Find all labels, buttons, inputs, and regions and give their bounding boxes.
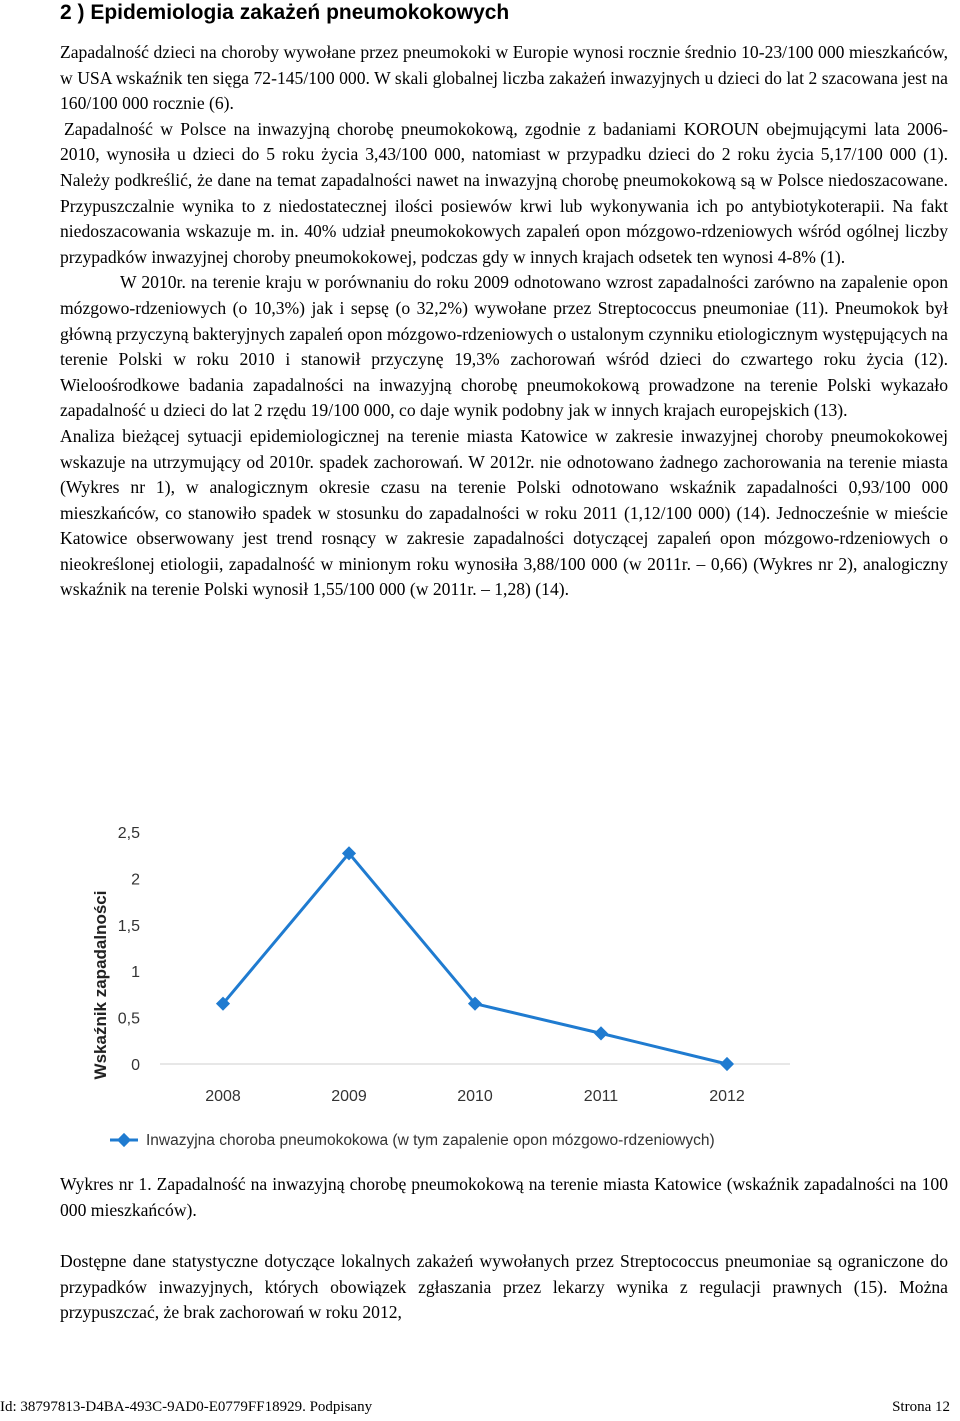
footer-page-number: Strona 12 [892,1399,950,1415]
body-text-block [60,40,948,603]
paragraph-4: Analiza bieżącej sytuacji epidemiologicznej na terenie miasta Katowice w zakresie inwazyjnej choroby pneumokokowej wskazuje na utrzymujący od 2010r. spadek zachorowań. W 2012r. nie odnotowano żadnego zachorowania na terenie miasta (Wykres nr 1), w analogicznym okresie czasu na terenie Polski odnotowano wskaźnik zapadalności 0,93/100 000 mieszkańców, co stanowiło spadek w stosunku do zapadalności w roku 2011 (1,12/100 000) (14). Jednocześnie w mieście Katowice obserwowany jest trend rosnący w zakresie zapadalności dotyczącej zapaleń opon mózgowo-rdzeniowych o nieokreślonej etiologii, zapadalność w minionym roku wynosiła 3,88/100 000 (w 2011r. – 0,66) (Wykres nr 2), analogiczny wskaźnik na terenie Polski wynosił 1,55/100 000 (w 2011r. – 1,28) (14). [60,425,948,600]
y-tick-label: 1,5 [117,917,140,935]
legend [110,1132,715,1149]
line-chart [60,810,800,1160]
series-points [216,846,734,1071]
y-tick-label: 1 [131,964,140,982]
x-tick-label: 2011 [583,1088,619,1105]
figure-caption: Wykres nr 1. Zapadalność na inwazyjną chorobę pneumokokową na terenie miasta Katowice (wskaźnik zapadalności na 100 000 mieszkańców). [60,1174,948,1220]
series-line [223,853,727,1064]
chart-svg [60,810,800,1160]
y-tick-label: 0 [131,1057,140,1074]
paragraph-1: Zapadalność dzieci na choroby wywołane przez pneumokoki w Europie wynosi rocznie średnio 10-23/100 000 mieszkańców, w USA wskaźnik ten sięga 72-145/100 000. W skali globalnej liczba zakażeń inwazyjnych u dzieci do lat 2 szacowana jest na 160/100 000 rocznie (6). [60,42,948,114]
legend-label: Inwazyjna choroba pneumokokowa (w tym zapalenie opon mózgowo-rdzeniowych) [146,1132,715,1149]
data-point [720,1057,734,1071]
paragraph-3: W 2010r. na terenie kraju w porównaniu do roku 2009 odnotowano wzrost zapadalności zarówno na zapalenie opon mózgowo-rdzeniowych (o 10,3%) jak i sepsę (o 32,2%) wywołane przez Streptococcus pneumoniae (11). Pneumokok był główną przyczyną bakteryjnych zapaleń opon mózgowo-rdzeniowych o ustalonym czynniku etiologicznym występujących na terenie Polski w roku 2010 i stanowił przyczynę 19,3% zachorowań wśród dzieci do czwartego roku życia (12). Wieloośrodkowe badania zapadalności na inwazyjną chorobę pneumokokową prowadzone na terenie Polski wykazało zapadalność u dzieci do lat 2 rzędu 19/100 000, co daje wynik podobny jak w innych krajach europejskich (13). [60,272,948,421]
legend-marker [117,1133,131,1147]
paragraph-2: Zapadalność w Polsce na inwazyjną chorobę pneumokokową, zgodnie z badaniami KOROUN obejmującymi lata 2006-2010, wynosiła u dzieci do 5 roku życia 3,43/100 000, natomiast w przypadku dzieci do 2 roku życia 5,17/100 000 (1). Należy podkreślić, że dane na temat zapadalności nawet na inwazyjną chorobę pneumokokową są w Polsce niedoszacowane. Przypuszczalnie wynika to z niedostatecznej ilości posiewów krwi lub wykonywania ich po antybiotykoterapii. Na fakt niedoszacowania wskazuje m. in. 40% udział pneumokokowych zapaleń opon mózgowo-rdzeniowych wśród ogólnej liczby przypadków inwazyjnej choroby pneumokokowej, podczas gdy w innych krajach odsetek ten wynosi 4-8% (1). [60,118,948,267]
data-point [594,1026,608,1040]
footer-document-id: Id: 38797813-D4BA-493C-9AD0-E0779FF18929. Podpisany [0,1399,373,1415]
y-tick-label: 2,5 [117,825,140,842]
paragraph-5: Dostępne dane statystyczne dotyczące lokalnych zakażeń wywołanych przez Streptococcus pneumoniae są ograniczone do przypadków inwazyjnych, których obowiązek zgłaszania przez lekarzy wynika z regulacji prawnych (15). Można przypuszczać, że brak zachorowań w roku 2012, [60,1251,948,1323]
x-tick-label: 2008 [205,1088,241,1105]
y-axis-label: Wskaźnik zapadalności [91,890,110,1080]
y-tick-label: 2 [131,871,140,889]
x-tick-label: 2010 [457,1088,493,1105]
y-tick-labels [118,825,140,1074]
x-tick-labels [205,1088,745,1105]
y-tick-label: 0,5 [117,1010,140,1028]
x-tick-label: 2012 [709,1088,745,1105]
section-heading: 2 ) Epidemiologia zakażeń pneumokokowych [60,1,510,24]
x-tick-label: 2009 [331,1088,367,1105]
